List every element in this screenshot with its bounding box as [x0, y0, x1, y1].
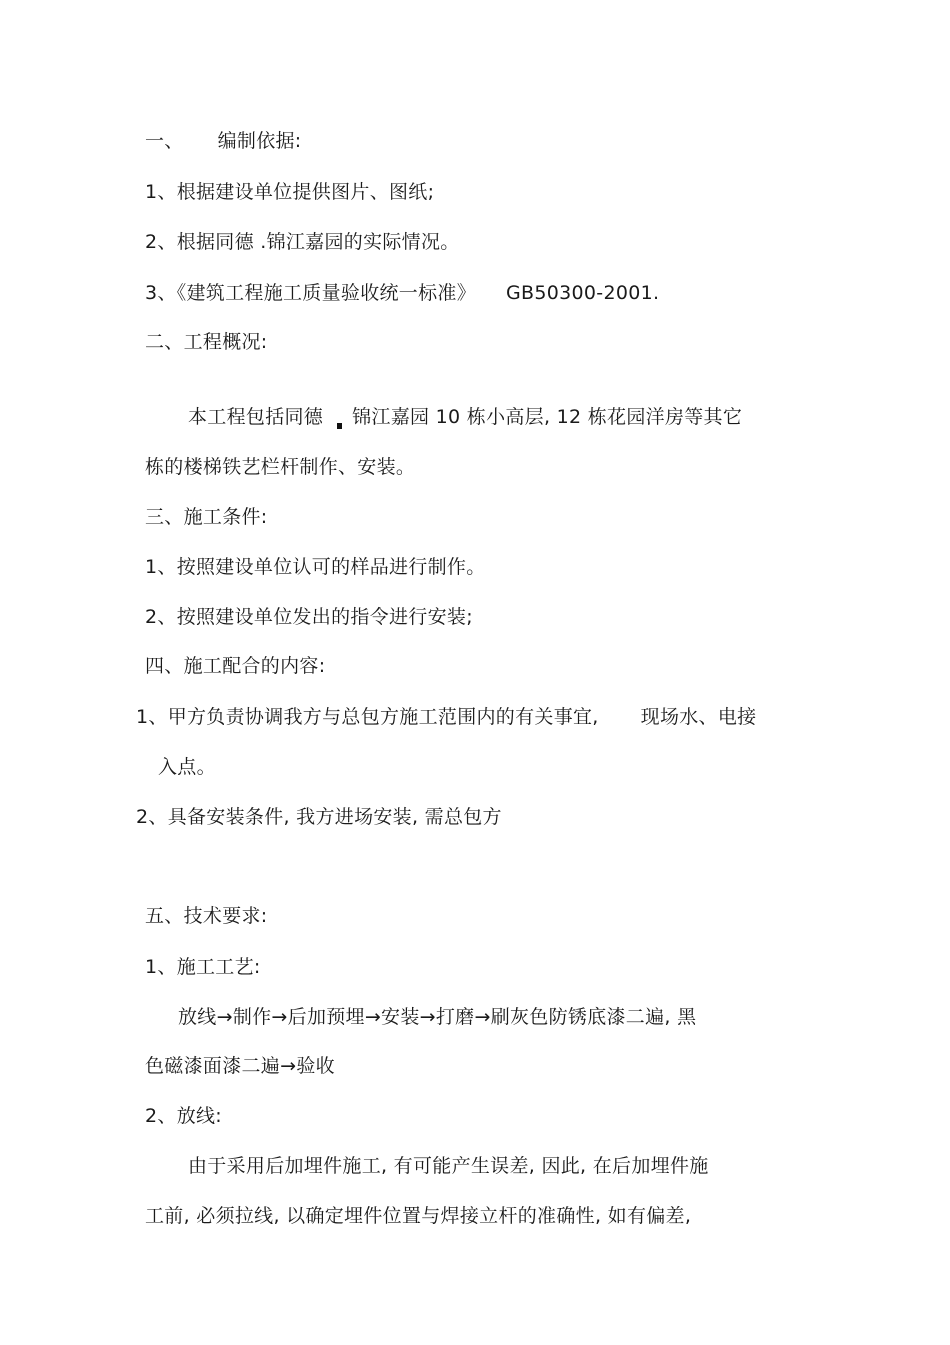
section-4-item-1	[136, 705, 756, 729]
paragraph-part-b: 锦江嘉园 10 栋小高层, 12 栋花园洋房等其它	[352, 406, 743, 428]
section-5-sub-1-heading: 1、施工工艺:	[145, 956, 261, 978]
section-4-item-2: 2、具备安装条件, 我方进场安装, 需总包方	[136, 806, 502, 828]
section-2-heading: 二、工程概况:	[145, 331, 268, 353]
section-1-item-1: 1、根据建设单位提供图片、图纸;	[145, 181, 435, 203]
item-1-part-a: 1、甲方负责协调我方与总包方施工范围内的有关事宜,	[136, 706, 599, 728]
section-4-item-1-continued: 入点。	[158, 756, 216, 778]
layout-paragraph-line-1: 由于采用后加埋件施工, 有可能产生误差, 因此, 在后加埋件施	[188, 1155, 709, 1177]
bullet-mark	[337, 423, 342, 429]
item-1-part-b: 现场水、电接	[640, 706, 757, 728]
paragraph-part-a: 本工程包括同德	[188, 406, 324, 428]
section-1-item-3	[145, 281, 659, 305]
section-2-paragraph-line-2: 栋的楼梯铁艺栏杆制作、安装。	[145, 456, 416, 478]
section-1-number: 一、	[145, 130, 184, 152]
standard-code: GB50300-2001.	[506, 282, 660, 304]
section-5-heading: 五、技术要求:	[145, 905, 268, 927]
section-3-heading: 三、施工条件:	[145, 506, 268, 528]
layout-paragraph-line-2: 工前, 必须拉线, 以确定埋件位置与焊接立杆的准确性, 如有偏差,	[145, 1205, 692, 1227]
section-3-item-1: 1、按照建设单位认可的样品进行制作。	[145, 556, 486, 578]
section-1-heading	[145, 129, 302, 153]
section-1-title: 编制依据:	[217, 130, 302, 152]
process-flow-line-1: 放线→制作→后加预埋→安装→打磨→刷灰色防锈底漆二遍, 黑	[178, 1006, 697, 1028]
section-4-heading: 四、施工配合的内容:	[145, 655, 326, 677]
standard-title: 3、《建筑工程施工质量验收统一标准》	[145, 282, 476, 304]
section-3-item-2: 2、按照建设单位发出的指令进行安装;	[145, 606, 473, 628]
section-2-paragraph-line-1	[188, 405, 742, 429]
section-5-sub-2-heading: 2、放线:	[145, 1105, 222, 1127]
process-flow-line-2: 色磁漆面漆二遍→验收	[145, 1055, 335, 1077]
section-1-item-2: 2、根据同德 .锦江嘉园的实际情况。	[145, 231, 460, 253]
